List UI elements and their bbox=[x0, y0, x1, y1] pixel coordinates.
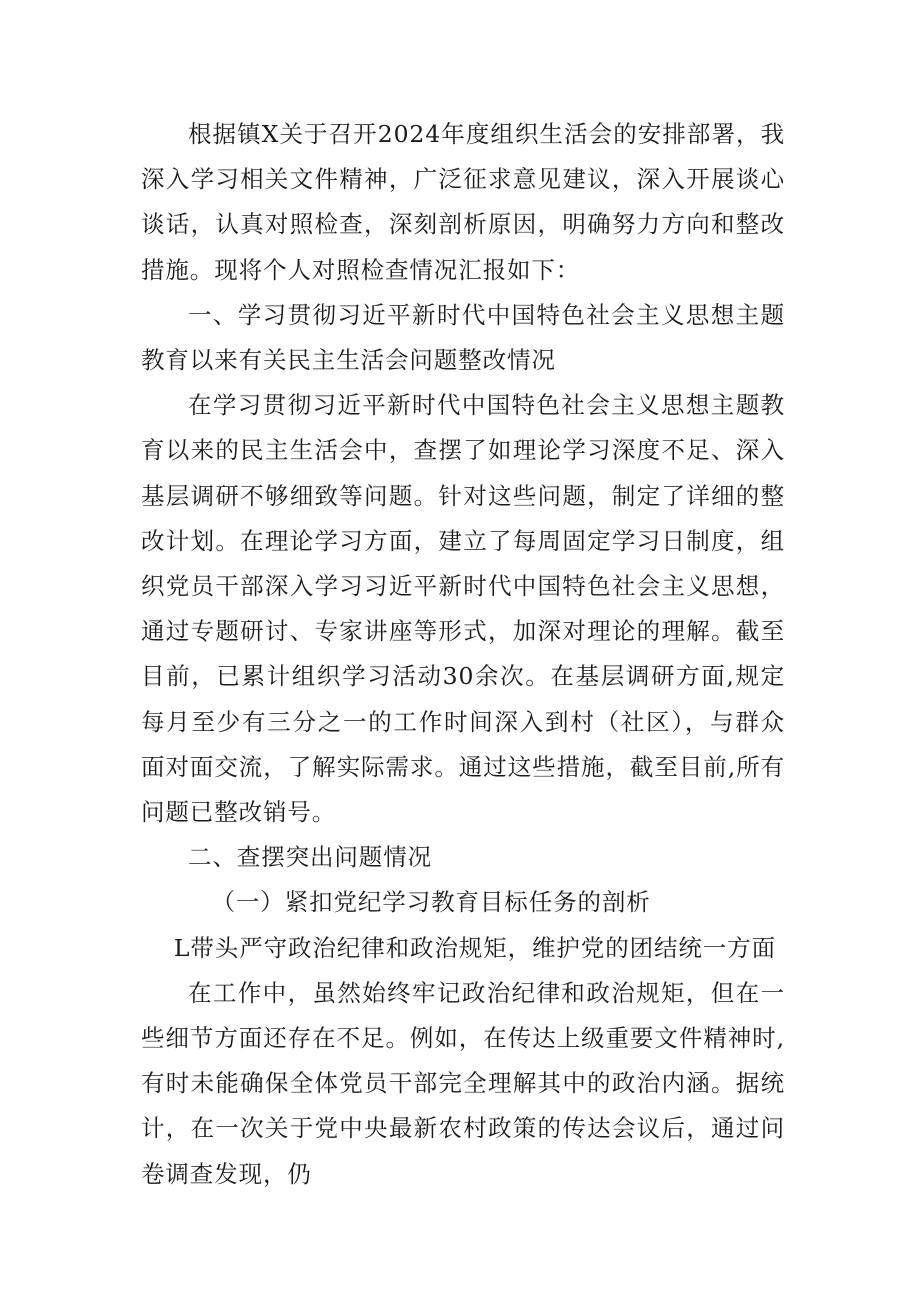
item-1-title: L带头严守政治纪律和政治规矩，维护党的团结统一方面 bbox=[173, 933, 776, 962]
section-1-title: 一、学习贯彻习近平新时代中国特色社会主义思想主题教育以来有关民主生活会问题整改情况 bbox=[141, 300, 785, 375]
document-page bbox=[141, 112, 785, 1197]
intro-paragraph: 根据镇X关于召开2024年度组织生活会的安排部署，我深入学习相关文件精神，广泛征求意见建议，深入开展谈心谈话，认真对照检查，深刻剖析原因，明确努力方向和整改措施。现将个人对照检查情况汇报如下： bbox=[141, 120, 785, 284]
section-2-title: 二、查摆突出问题情况 bbox=[188, 843, 432, 872]
section-1-body: 在学习贯彻习近平新时代中国特色社会主义思想主题教育以来的民主生活会中，查摆了如理论学习深度不足、深入基层调研不够细致等问题。针对这些问题，制定了详细的整改计划。在理论学习方面，建立了每周固定学习日制度，组织党员干部深入学习习近平新时代中国特色社会主义思想，通过专题研讨、专家讲座等形式，加深对理论的理解。截至目前，已累计组织学习活动30余次。在基层调研方面,规定每月至少有三分之一的工作时间深入到村（社区），与群众面对面交流，了解实际需求。通过这些措施，截至目前,所有问题已整改销号。 bbox=[141, 391, 786, 827]
subsection-1-title: （一）紧扣党纪学习教育目标任务的剖析 bbox=[211, 888, 651, 917]
item-1-body: 在工作中，虽然始终牢记政治纪律和政治规矩，但在一些细节方面还存在不足。例如，在传达上级重要文件精神时,有时未能确保全体党员干部完全理解其中的政治内涵。据统计，在一次关于党中央最新农村政策的传达会议后，通过问卷调查发现，仍 bbox=[141, 978, 785, 1188]
